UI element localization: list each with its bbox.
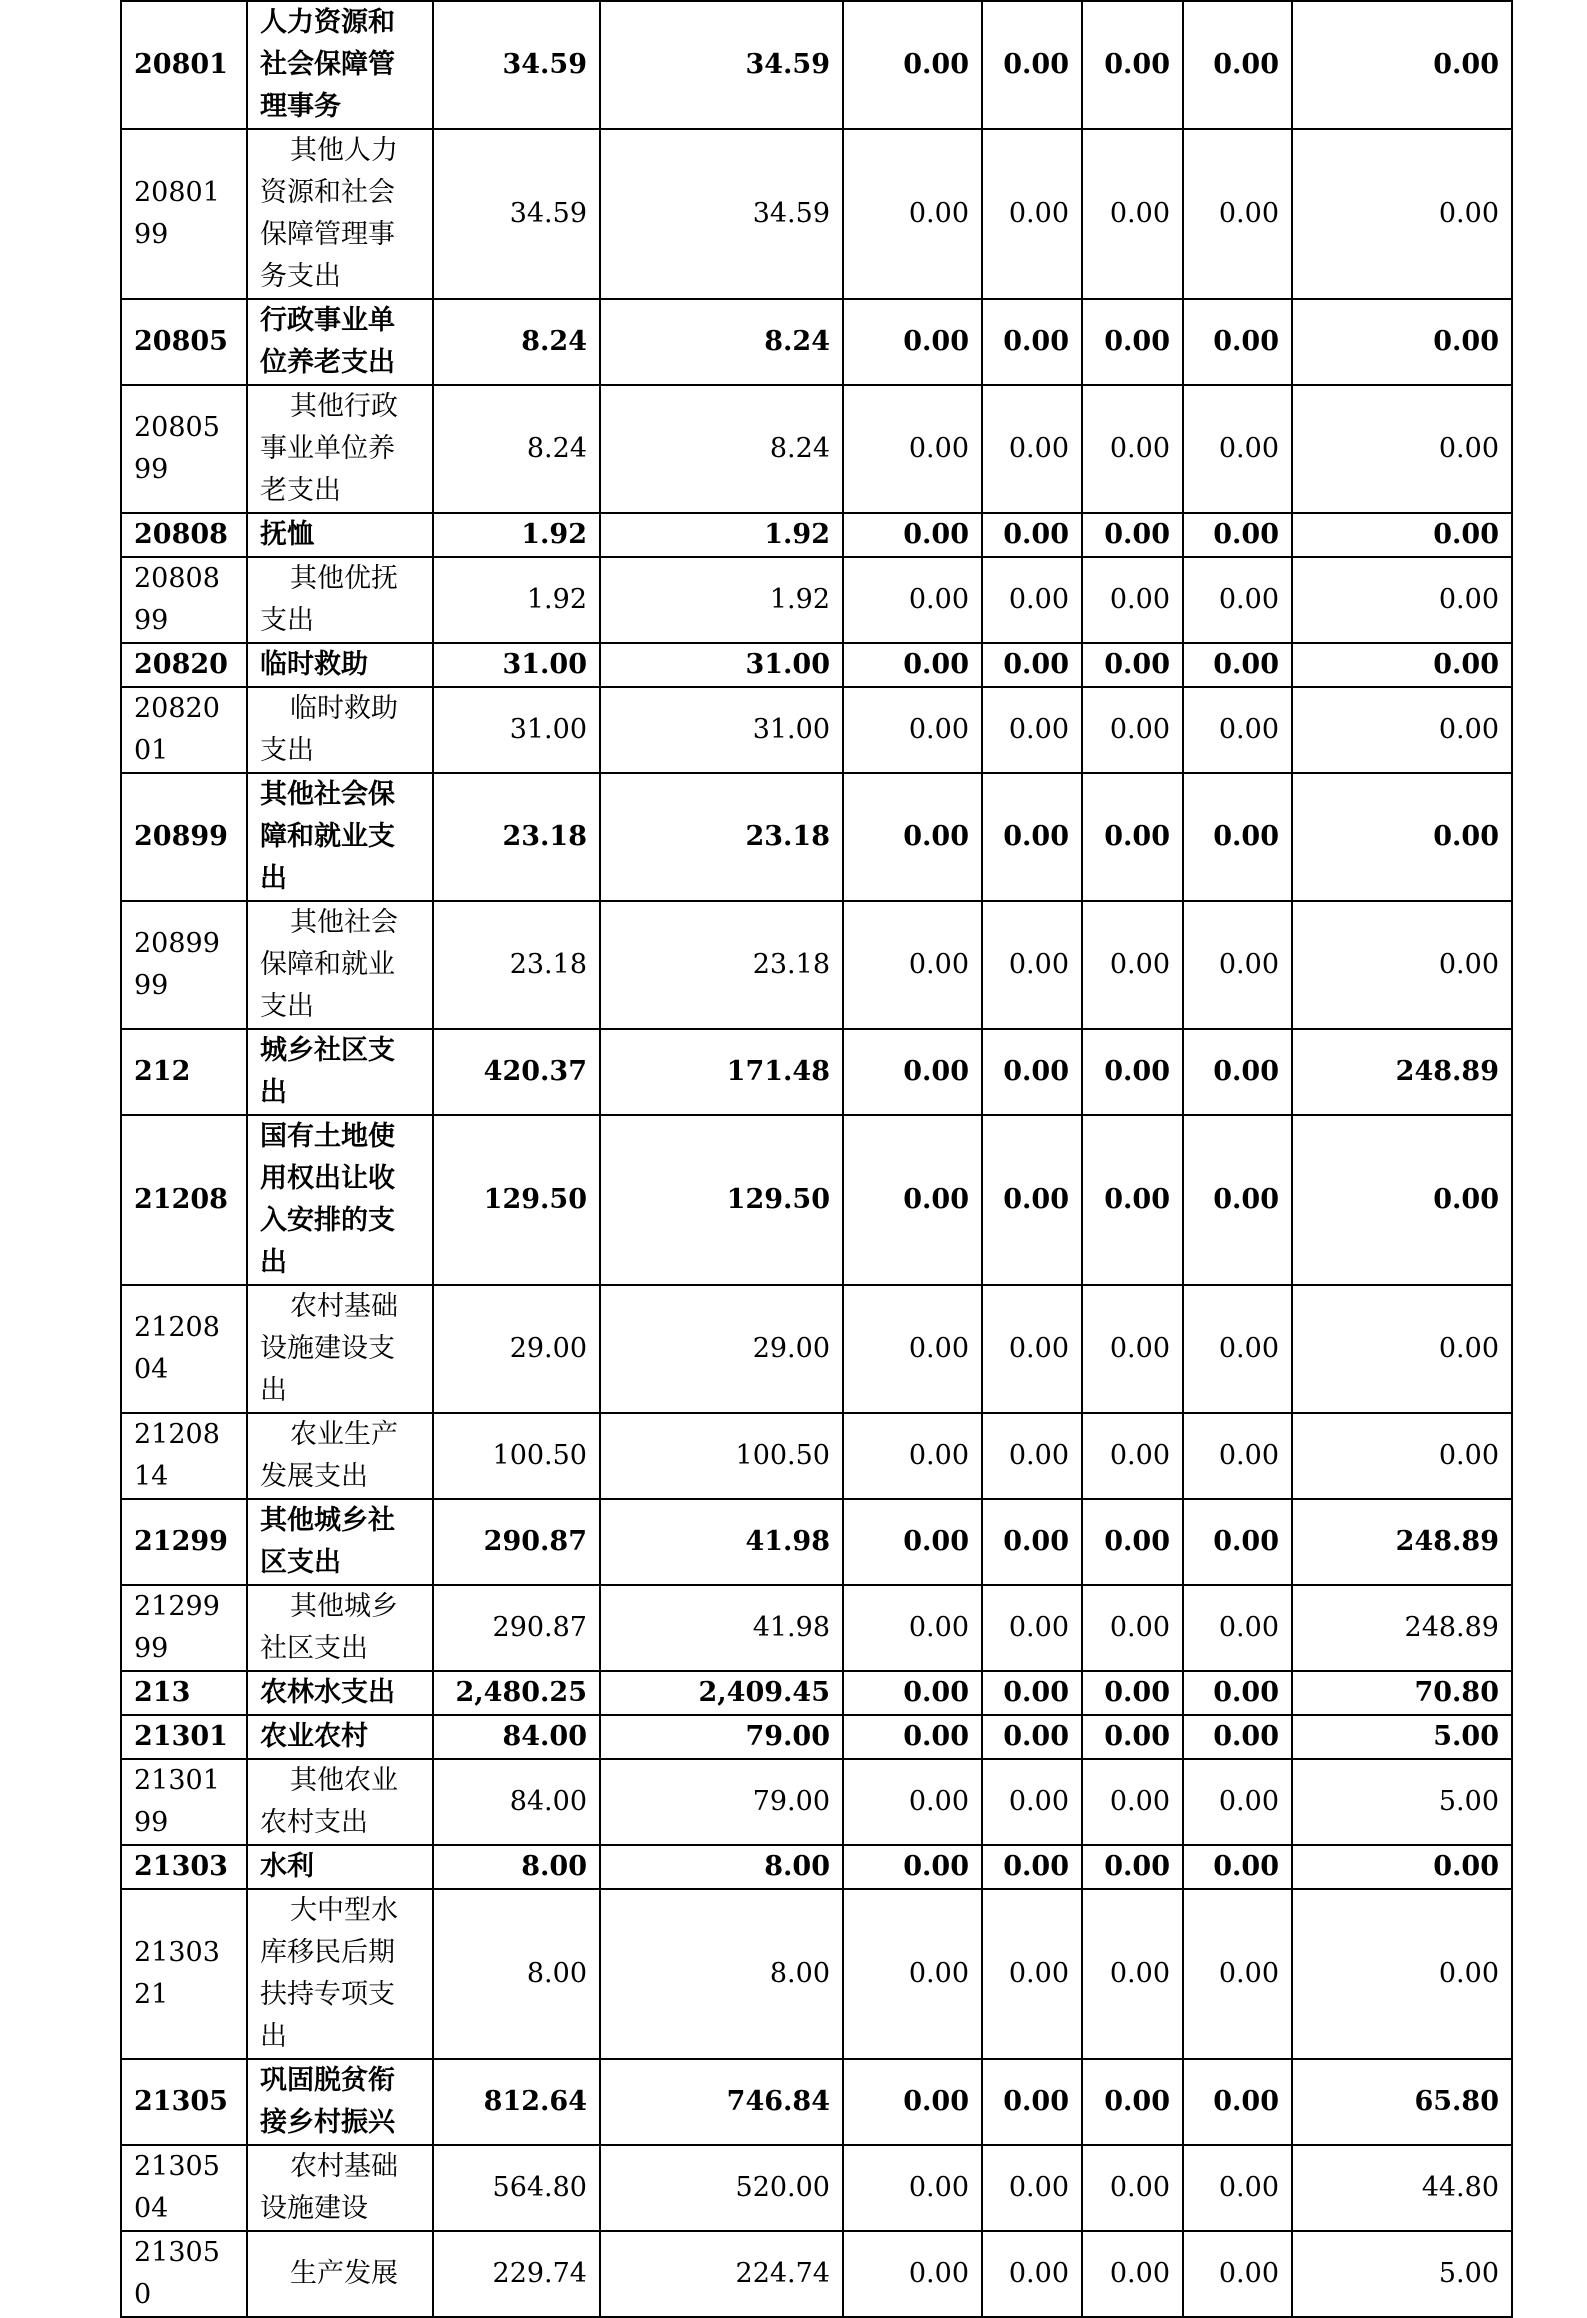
subject-name bbox=[247, 513, 433, 557]
subject-name-text: 临时救助 bbox=[260, 649, 368, 680]
table-row bbox=[121, 299, 1512, 385]
subject-name bbox=[247, 385, 433, 513]
subject-code: 2120804 bbox=[121, 1285, 247, 1413]
table-row bbox=[121, 687, 1512, 773]
amount-cell-6: 0.00 bbox=[1183, 557, 1292, 643]
amount-cell-5: 0.00 bbox=[1082, 1585, 1183, 1671]
table-row bbox=[121, 643, 1512, 687]
amount-cell-3: 0.00 bbox=[843, 1585, 982, 1671]
amount-cell-3: 0.00 bbox=[843, 643, 982, 687]
amount-cell-5: 0.00 bbox=[1082, 1715, 1183, 1759]
amount-cell-6: 0.00 bbox=[1183, 687, 1292, 773]
subject-name-text: 其他城乡社区支出 bbox=[260, 1591, 398, 1664]
subject-name-text: 水利 bbox=[260, 1851, 314, 1882]
amount-cell-7: 0.00 bbox=[1292, 1845, 1512, 1889]
amount-cell-7: 70.80 bbox=[1292, 1671, 1512, 1715]
amount-cell-6: 0.00 bbox=[1183, 1671, 1292, 1715]
subject-code: 2120814 bbox=[121, 1413, 247, 1499]
amount-cell-4: 0.00 bbox=[982, 1499, 1082, 1585]
amount-cell-2: 2,409.45 bbox=[600, 1671, 843, 1715]
subject-name-text: 农业农村 bbox=[260, 1721, 368, 1752]
amount-cell-6: 0.00 bbox=[1183, 1585, 1292, 1671]
subject-code: 2080199 bbox=[121, 129, 247, 299]
subject-name bbox=[247, 1585, 433, 1671]
amount-cell-7: 5.00 bbox=[1292, 1759, 1512, 1845]
amount-cell-7: 248.89 bbox=[1292, 1585, 1512, 1671]
amount-cell-7: 0.00 bbox=[1292, 557, 1512, 643]
subject-code: 2080599 bbox=[121, 385, 247, 513]
amount-cell-7: 0.00 bbox=[1292, 299, 1512, 385]
subject-name bbox=[247, 1, 433, 129]
subject-name-text: 其他农业农村支出 bbox=[260, 1765, 398, 1838]
amount-cell-1: 8.24 bbox=[433, 299, 600, 385]
amount-cell-7: 0.00 bbox=[1292, 385, 1512, 513]
subject-name-text: 其他人力资源和社会保障管理事务支出 bbox=[260, 135, 398, 292]
amount-cell-2: 1.92 bbox=[600, 513, 843, 557]
subject-name-text: 抚恤 bbox=[260, 519, 314, 550]
amount-cell-5: 0.00 bbox=[1082, 1499, 1183, 1585]
amount-cell-2: 23.18 bbox=[600, 773, 843, 901]
amount-cell-3: 0.00 bbox=[843, 1671, 982, 1715]
subject-name bbox=[247, 1889, 433, 2059]
amount-cell-3: 0.00 bbox=[843, 557, 982, 643]
subject-code: 2080899 bbox=[121, 557, 247, 643]
subject-code: 2129999 bbox=[121, 1585, 247, 1671]
table-row bbox=[121, 1889, 1512, 2059]
amount-cell-4: 0.00 bbox=[982, 2231, 1082, 2317]
amount-cell-3: 0.00 bbox=[843, 1715, 982, 1759]
amount-cell-5: 0.00 bbox=[1082, 1671, 1183, 1715]
amount-cell-3: 0.00 bbox=[843, 2231, 982, 2317]
subject-name bbox=[247, 2145, 433, 2231]
amount-cell-4: 0.00 bbox=[982, 1285, 1082, 1413]
subject-code: 2130321 bbox=[121, 1889, 247, 2059]
amount-cell-7: 0.00 bbox=[1292, 1115, 1512, 1285]
amount-cell-5: 0.00 bbox=[1082, 1413, 1183, 1499]
table-row bbox=[121, 1413, 1512, 1499]
subject-name-text: 其他行政事业单位养老支出 bbox=[260, 391, 398, 506]
amount-cell-5: 0.00 bbox=[1082, 1, 1183, 129]
amount-cell-7: 0.00 bbox=[1292, 1889, 1512, 2059]
amount-cell-1: 129.50 bbox=[433, 1115, 600, 1285]
table-row bbox=[121, 1, 1512, 129]
amount-cell-7: 248.89 bbox=[1292, 1499, 1512, 1585]
table-row bbox=[121, 1845, 1512, 1889]
amount-cell-7: 5.00 bbox=[1292, 1715, 1512, 1759]
table-row bbox=[121, 2059, 1512, 2145]
table-row bbox=[121, 1115, 1512, 1285]
amount-cell-1: 420.37 bbox=[433, 1029, 600, 1115]
amount-cell-2: 8.00 bbox=[600, 1845, 843, 1889]
amount-cell-4: 0.00 bbox=[982, 1759, 1082, 1845]
table-row bbox=[121, 385, 1512, 513]
amount-cell-7: 0.00 bbox=[1292, 1285, 1512, 1413]
amount-cell-5: 0.00 bbox=[1082, 1845, 1183, 1889]
amount-cell-7: 5.00 bbox=[1292, 2231, 1512, 2317]
subject-name bbox=[247, 901, 433, 1029]
amount-cell-4: 0.00 bbox=[982, 1029, 1082, 1115]
amount-cell-7: 0.00 bbox=[1292, 1, 1512, 129]
amount-cell-6: 0.00 bbox=[1183, 1413, 1292, 1499]
subject-name-text: 巩固脱贫衔接乡村振兴 bbox=[260, 2065, 395, 2138]
amount-cell-4: 0.00 bbox=[982, 643, 1082, 687]
table-body bbox=[121, 1, 1512, 2317]
amount-cell-1: 84.00 bbox=[433, 1759, 600, 1845]
amount-cell-3: 0.00 bbox=[843, 901, 982, 1029]
amount-cell-1: 8.00 bbox=[433, 1889, 600, 2059]
subject-name bbox=[247, 1029, 433, 1115]
subject-code: 2089999 bbox=[121, 901, 247, 1029]
subject-code: 20820 bbox=[121, 643, 247, 687]
amount-cell-1: 31.00 bbox=[433, 687, 600, 773]
subject-name bbox=[247, 643, 433, 687]
subject-code: 21303 bbox=[121, 1845, 247, 1889]
amount-cell-2: 746.84 bbox=[600, 2059, 843, 2145]
subject-name bbox=[247, 1499, 433, 1585]
amount-cell-1: 29.00 bbox=[433, 1285, 600, 1413]
subject-name-text: 其他优抚支出 bbox=[260, 563, 398, 636]
amount-cell-5: 0.00 bbox=[1082, 643, 1183, 687]
table-row bbox=[121, 557, 1512, 643]
subject-name bbox=[247, 1115, 433, 1285]
amount-cell-5: 0.00 bbox=[1082, 2231, 1183, 2317]
amount-cell-3: 0.00 bbox=[843, 2145, 982, 2231]
amount-cell-5: 0.00 bbox=[1082, 773, 1183, 901]
amount-cell-4: 0.00 bbox=[982, 1115, 1082, 1285]
subject-code: 20801 bbox=[121, 1, 247, 129]
amount-cell-1: 1.92 bbox=[433, 513, 600, 557]
amount-cell-7: 0.00 bbox=[1292, 643, 1512, 687]
amount-cell-6: 0.00 bbox=[1183, 2059, 1292, 2145]
amount-cell-4: 0.00 bbox=[982, 385, 1082, 513]
amount-cell-2: 34.59 bbox=[600, 129, 843, 299]
amount-cell-3: 0.00 bbox=[843, 1115, 982, 1285]
amount-cell-1: 2,480.25 bbox=[433, 1671, 600, 1715]
amount-cell-5: 0.00 bbox=[1082, 2145, 1183, 2231]
amount-cell-1: 100.50 bbox=[433, 1413, 600, 1499]
amount-cell-6: 0.00 bbox=[1183, 129, 1292, 299]
subject-name-text: 行政事业单位养老支出 bbox=[260, 305, 395, 378]
amount-cell-1: 564.80 bbox=[433, 2145, 600, 2231]
amount-cell-2: 171.48 bbox=[600, 1029, 843, 1115]
subject-name bbox=[247, 1671, 433, 1715]
amount-cell-6: 0.00 bbox=[1183, 1889, 1292, 2059]
table-row bbox=[121, 1759, 1512, 1845]
subject-name-text: 生产发展 bbox=[290, 2258, 398, 2289]
subject-name bbox=[247, 2059, 433, 2145]
amount-cell-1: 8.00 bbox=[433, 1845, 600, 1889]
amount-cell-6: 0.00 bbox=[1183, 1845, 1292, 1889]
expenditure-table bbox=[120, 0, 1513, 2318]
amount-cell-6: 0.00 bbox=[1183, 513, 1292, 557]
amount-cell-2: 29.00 bbox=[600, 1285, 843, 1413]
amount-cell-6: 0.00 bbox=[1183, 1, 1292, 129]
amount-cell-1: 229.74 bbox=[433, 2231, 600, 2317]
subject-code: 20805 bbox=[121, 299, 247, 385]
amount-cell-1: 23.18 bbox=[433, 773, 600, 901]
amount-cell-3: 0.00 bbox=[843, 385, 982, 513]
subject-name-text: 农村基础设施建设支出 bbox=[260, 1291, 398, 1406]
subject-name-text: 农林水支出 bbox=[260, 1677, 395, 1708]
amount-cell-4: 0.00 bbox=[982, 901, 1082, 1029]
amount-cell-1: 1.92 bbox=[433, 557, 600, 643]
subject-name bbox=[247, 1845, 433, 1889]
amount-cell-3: 0.00 bbox=[843, 299, 982, 385]
amount-cell-5: 0.00 bbox=[1082, 1759, 1183, 1845]
table-row bbox=[121, 1715, 1512, 1759]
amount-cell-5: 0.00 bbox=[1082, 2059, 1183, 2145]
amount-cell-5: 0.00 bbox=[1082, 901, 1183, 1029]
amount-cell-6: 0.00 bbox=[1183, 1759, 1292, 1845]
amount-cell-7: 44.80 bbox=[1292, 2145, 1512, 2231]
amount-cell-4: 0.00 bbox=[982, 687, 1082, 773]
amount-cell-1: 84.00 bbox=[433, 1715, 600, 1759]
amount-cell-4: 0.00 bbox=[982, 1585, 1082, 1671]
amount-cell-3: 0.00 bbox=[843, 1029, 982, 1115]
subject-name bbox=[247, 687, 433, 773]
table-row bbox=[121, 2231, 1512, 2317]
amount-cell-6: 0.00 bbox=[1183, 385, 1292, 513]
amount-cell-7: 0.00 bbox=[1292, 129, 1512, 299]
amount-cell-2: 8.00 bbox=[600, 1889, 843, 2059]
amount-cell-4: 0.00 bbox=[982, 513, 1082, 557]
subject-name bbox=[247, 1759, 433, 1845]
table-row bbox=[121, 773, 1512, 901]
table-row bbox=[121, 1029, 1512, 1115]
amount-cell-2: 100.50 bbox=[600, 1413, 843, 1499]
amount-cell-4: 0.00 bbox=[982, 1715, 1082, 1759]
amount-cell-1: 290.87 bbox=[433, 1499, 600, 1585]
subject-name-text: 其他社会保障和就业支出 bbox=[260, 779, 395, 894]
subject-code: 2130504 bbox=[121, 2145, 247, 2231]
table-row bbox=[121, 1499, 1512, 1585]
amount-cell-6: 0.00 bbox=[1183, 1499, 1292, 1585]
subject-name bbox=[247, 773, 433, 901]
amount-cell-7: 248.89 bbox=[1292, 1029, 1512, 1115]
table-row bbox=[121, 513, 1512, 557]
amount-cell-4: 0.00 bbox=[982, 299, 1082, 385]
amount-cell-1: 8.24 bbox=[433, 385, 600, 513]
amount-cell-3: 0.00 bbox=[843, 1759, 982, 1845]
subject-name-text: 其他社会保障和就业支出 bbox=[260, 907, 398, 1022]
amount-cell-2: 8.24 bbox=[600, 385, 843, 513]
amount-cell-1: 31.00 bbox=[433, 643, 600, 687]
amount-cell-2: 34.59 bbox=[600, 1, 843, 129]
table-row bbox=[121, 2145, 1512, 2231]
amount-cell-2: 79.00 bbox=[600, 1715, 843, 1759]
subject-code: 21301 bbox=[121, 1715, 247, 1759]
amount-cell-4: 0.00 bbox=[982, 2145, 1082, 2231]
amount-cell-2: 23.18 bbox=[600, 901, 843, 1029]
amount-cell-2: 31.00 bbox=[600, 687, 843, 773]
amount-cell-6: 0.00 bbox=[1183, 2145, 1292, 2231]
amount-cell-2: 41.98 bbox=[600, 1585, 843, 1671]
amount-cell-4: 0.00 bbox=[982, 773, 1082, 901]
amount-cell-3: 0.00 bbox=[843, 1413, 982, 1499]
table-row bbox=[121, 901, 1512, 1029]
amount-cell-4: 0.00 bbox=[982, 129, 1082, 299]
amount-cell-6: 0.00 bbox=[1183, 2231, 1292, 2317]
subject-name bbox=[247, 299, 433, 385]
amount-cell-2: 31.00 bbox=[600, 643, 843, 687]
amount-cell-5: 0.00 bbox=[1082, 1285, 1183, 1413]
subject-name bbox=[247, 1285, 433, 1413]
amount-cell-6: 0.00 bbox=[1183, 773, 1292, 901]
subject-name-text: 临时救助支出 bbox=[260, 693, 398, 766]
amount-cell-2: 129.50 bbox=[600, 1115, 843, 1285]
amount-cell-1: 34.59 bbox=[433, 129, 600, 299]
amount-cell-4: 0.00 bbox=[982, 1845, 1082, 1889]
subject-code: 2082001 bbox=[121, 687, 247, 773]
amount-cell-2: 520.00 bbox=[600, 2145, 843, 2231]
amount-cell-1: 34.59 bbox=[433, 1, 600, 129]
amount-cell-6: 0.00 bbox=[1183, 1115, 1292, 1285]
amount-cell-3: 0.00 bbox=[843, 1285, 982, 1413]
amount-cell-7: 0.00 bbox=[1292, 773, 1512, 901]
amount-cell-7: 0.00 bbox=[1292, 513, 1512, 557]
amount-cell-4: 0.00 bbox=[982, 557, 1082, 643]
amount-cell-5: 0.00 bbox=[1082, 299, 1183, 385]
amount-cell-2: 79.00 bbox=[600, 1759, 843, 1845]
subject-code: 213 bbox=[121, 1671, 247, 1715]
amount-cell-6: 0.00 bbox=[1183, 643, 1292, 687]
amount-cell-6: 0.00 bbox=[1183, 1285, 1292, 1413]
subject-code: 20808 bbox=[121, 513, 247, 557]
budget-page bbox=[120, 0, 1513, 2318]
amount-cell-5: 0.00 bbox=[1082, 557, 1183, 643]
amount-cell-6: 0.00 bbox=[1183, 1029, 1292, 1115]
subject-name bbox=[247, 557, 433, 643]
amount-cell-5: 0.00 bbox=[1082, 1029, 1183, 1115]
subject-name-text: 农村基础设施建设 bbox=[260, 2151, 398, 2224]
amount-cell-4: 0.00 bbox=[982, 1889, 1082, 2059]
amount-cell-4: 0.00 bbox=[982, 1, 1082, 129]
subject-code: 21299 bbox=[121, 1499, 247, 1585]
amount-cell-7: 0.00 bbox=[1292, 687, 1512, 773]
amount-cell-3: 0.00 bbox=[843, 513, 982, 557]
subject-name-text: 其他城乡社区支出 bbox=[260, 1505, 395, 1578]
amount-cell-5: 0.00 bbox=[1082, 513, 1183, 557]
subject-code: 21208 bbox=[121, 1115, 247, 1285]
subject-code: 212 bbox=[121, 1029, 247, 1115]
amount-cell-6: 0.00 bbox=[1183, 901, 1292, 1029]
subject-name-text: 农业生产发展支出 bbox=[260, 1419, 398, 1492]
table-row bbox=[121, 1285, 1512, 1413]
amount-cell-2: 8.24 bbox=[600, 299, 843, 385]
subject-name-text: 大中型水库移民后期扶持专项支出 bbox=[260, 1895, 398, 2052]
amount-cell-1: 290.87 bbox=[433, 1585, 600, 1671]
subject-name-text: 城乡社区支出 bbox=[260, 1035, 395, 1108]
table-row bbox=[121, 1585, 1512, 1671]
amount-cell-4: 0.00 bbox=[982, 1671, 1082, 1715]
amount-cell-5: 0.00 bbox=[1082, 687, 1183, 773]
amount-cell-4: 0.00 bbox=[982, 1413, 1082, 1499]
amount-cell-3: 0.00 bbox=[843, 129, 982, 299]
subject-code: 21305 bbox=[121, 2059, 247, 2145]
amount-cell-5: 0.00 bbox=[1082, 1115, 1183, 1285]
amount-cell-3: 0.00 bbox=[843, 773, 982, 901]
amount-cell-6: 0.00 bbox=[1183, 299, 1292, 385]
subject-name bbox=[247, 1715, 433, 1759]
amount-cell-6: 0.00 bbox=[1183, 1715, 1292, 1759]
amount-cell-5: 0.00 bbox=[1082, 129, 1183, 299]
amount-cell-2: 1.92 bbox=[600, 557, 843, 643]
amount-cell-3: 0.00 bbox=[843, 2059, 982, 2145]
amount-cell-2: 41.98 bbox=[600, 1499, 843, 1585]
table-row bbox=[121, 1671, 1512, 1715]
amount-cell-4: 0.00 bbox=[982, 2059, 1082, 2145]
amount-cell-3: 0.00 bbox=[843, 1499, 982, 1585]
amount-cell-3: 0.00 bbox=[843, 1, 982, 129]
subject-name-text: 人力资源和社会保障管理事务 bbox=[260, 7, 395, 122]
subject-name bbox=[247, 2231, 433, 2317]
amount-cell-7: 65.80 bbox=[1292, 2059, 1512, 2145]
amount-cell-5: 0.00 bbox=[1082, 385, 1183, 513]
amount-cell-7: 0.00 bbox=[1292, 1413, 1512, 1499]
amount-cell-1: 23.18 bbox=[433, 901, 600, 1029]
amount-cell-5: 0.00 bbox=[1082, 1889, 1183, 2059]
amount-cell-2: 224.74 bbox=[600, 2231, 843, 2317]
amount-cell-3: 0.00 bbox=[843, 687, 982, 773]
subject-code: 20899 bbox=[121, 773, 247, 901]
amount-cell-7: 0.00 bbox=[1292, 901, 1512, 1029]
amount-cell-3: 0.00 bbox=[843, 1889, 982, 2059]
subject-code: 2130199 bbox=[121, 1759, 247, 1845]
subject-name-text: 国有土地使用权出让收入安排的支出 bbox=[260, 1121, 395, 1278]
amount-cell-1: 812.64 bbox=[433, 2059, 600, 2145]
amount-cell-3: 0.00 bbox=[843, 1845, 982, 1889]
subject-code: 213050 bbox=[121, 2231, 247, 2317]
table-row bbox=[121, 129, 1512, 299]
subject-name bbox=[247, 129, 433, 299]
subject-name bbox=[247, 1413, 433, 1499]
